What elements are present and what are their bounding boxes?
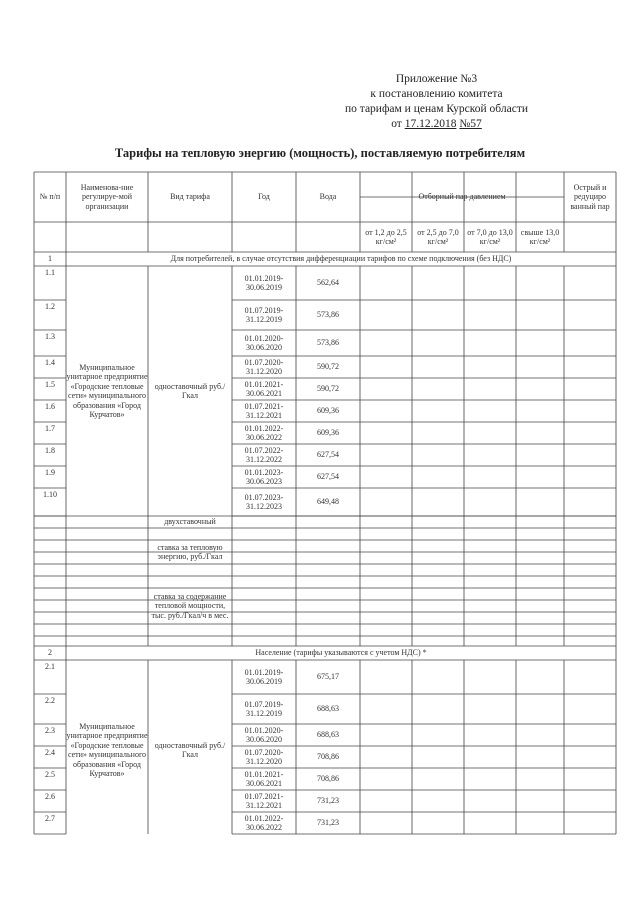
col-header-pressure-4: свыше 13,0 кг/см² [520, 227, 560, 246]
row-period: 01.07.2022-31.12.2022 [244, 445, 284, 464]
row-number: 1.6 [45, 402, 55, 411]
row-water-value: 590,72 [317, 384, 339, 394]
row-water-value: 731,23 [317, 796, 339, 806]
row-water-value: 649,48 [317, 497, 339, 507]
date-prefix: от [391, 118, 402, 130]
row-period: 01.07.2019-31.12.2019 [244, 305, 284, 324]
row-period: 01.07.2020-31.12.2020 [244, 747, 284, 766]
row-period: 01.01.2022-30.06.2022 [244, 423, 284, 442]
section1-label: Для потребителей, в случае отсутствия дифференциации тарифов по схеме подключения (без НДС) [170, 254, 512, 264]
col-header-sharp-steam: Острый и редуциро ванный пар [570, 182, 610, 211]
col-header-water: Вода [319, 192, 337, 202]
row-number: 2.1 [45, 662, 55, 671]
row-period: 01.01.2021-30.06.2021 [244, 769, 284, 788]
row-number: 1.5 [45, 380, 55, 389]
col-header-num: № п/п [39, 192, 61, 202]
section2-num: 2 [48, 648, 52, 658]
section1-org: Муниципальное унитарное предприятие «Городские тепловые сети» муниципального образования «Город Курчатов» [66, 362, 148, 419]
row-number: 2.7 [45, 814, 55, 823]
row-water-value: 688,63 [317, 704, 339, 714]
row-period: 01.01.2021-30.06.2021 [244, 379, 284, 398]
row-number: 1.9 [45, 468, 55, 477]
row-number: 1.3 [45, 332, 55, 341]
row-water-value: 627,54 [317, 450, 339, 460]
resolution-date: 17.12.2018 [404, 118, 457, 130]
row-period: 01.01.2022-30.06.2022 [244, 813, 284, 832]
col-header-org: Наименова-ние регулируе-мой организации [80, 182, 134, 211]
section1-tariff: одноставочный руб./Гкал [154, 381, 226, 400]
row-period: 01.07.2023-31.12.2023 [244, 492, 284, 511]
header-line-committee: к постановлению комитета [370, 88, 503, 100]
row-period: 01.01.2019-30.06.2019 [244, 667, 284, 686]
section2-tariff: одноставочный руб./Гкал [154, 740, 226, 759]
row-number: 1.10 [43, 490, 57, 499]
row-water-value: 627,54 [317, 472, 339, 482]
row-water-value: 562,64 [317, 278, 339, 288]
row-number: 1.1 [45, 268, 55, 277]
row-period: 01.07.2021-31.12.2021 [244, 791, 284, 810]
page-title: Тарифы на тепловую энергию (мощность), поставляемую потребителям [114, 146, 526, 160]
appendix-number: Приложение №3 [395, 73, 478, 85]
row-water-value: 590,72 [317, 362, 339, 372]
col-header-pressure-1: от 1,2 до 2,5 кг/см² [365, 227, 407, 246]
row-water-value: 609,36 [317, 428, 339, 438]
row-period: 01.07.2021-31.12.2021 [244, 401, 284, 420]
row-water-value: 675,17 [317, 672, 339, 682]
row-period: 01.01.2020-30.06.2020 [244, 333, 284, 352]
row-number: 1.2 [45, 302, 55, 311]
row-number: 2.3 [45, 726, 55, 735]
section2-org: Муниципальное унитарное предприятие «Городские тепловые сети» муниципального образования «Город Курчатов» [66, 721, 148, 778]
row-water-value: 731,23 [317, 818, 339, 828]
col-header-steam: Отборный пар давлением [418, 192, 506, 202]
row-number: 2.2 [45, 696, 55, 705]
row-number: 1.8 [45, 446, 55, 455]
row-water-value: 708,86 [317, 752, 339, 762]
row-water-value: 708,86 [317, 774, 339, 784]
row-period: 01.07.2019-31.12.2019 [244, 699, 284, 718]
row-water-value: 609,36 [317, 406, 339, 416]
energy-rate: ставка за тепловую энергию, руб./Гкал [157, 542, 223, 561]
resolution-number: №57 [459, 118, 482, 130]
section2-label: Население (тарифы указываются с учетом НДС) * [255, 648, 427, 658]
col-header-pressure-3: от 7,0 до 13,0 кг/см² [467, 227, 513, 246]
row-water-value: 573,86 [317, 338, 339, 348]
row-number: 2.6 [45, 792, 55, 801]
row-water-value: 688,63 [317, 730, 339, 740]
col-header-tariff-type: Вид тарифа [170, 192, 210, 202]
row-number: 1.4 [45, 358, 55, 367]
row-period: 01.07.2020-31.12.2020 [244, 357, 284, 376]
col-header-pressure-2: от 2,5 до 7,0 кг/см² [417, 227, 459, 246]
header-line-authority: по тарифам и ценам Курской области [345, 103, 528, 115]
capacity-rate: ставка за содержание тепловой мощности, тыс. руб./Гкал/ч в мес. [151, 591, 229, 620]
two-part-tariff: двухставочный [164, 517, 216, 527]
row-number: 2.4 [45, 748, 55, 757]
section1-num: 1 [48, 254, 52, 264]
row-number: 2.5 [45, 770, 55, 779]
row-period: 01.01.2019-30.06.2019 [244, 273, 284, 292]
row-period: 01.01.2023-30.06.2023 [244, 467, 284, 486]
col-header-year: Год [258, 192, 270, 202]
row-number: 1.7 [45, 424, 55, 433]
row-period: 01.01.2020-30.06.2020 [244, 725, 284, 744]
row-water-value: 573,86 [317, 310, 339, 320]
